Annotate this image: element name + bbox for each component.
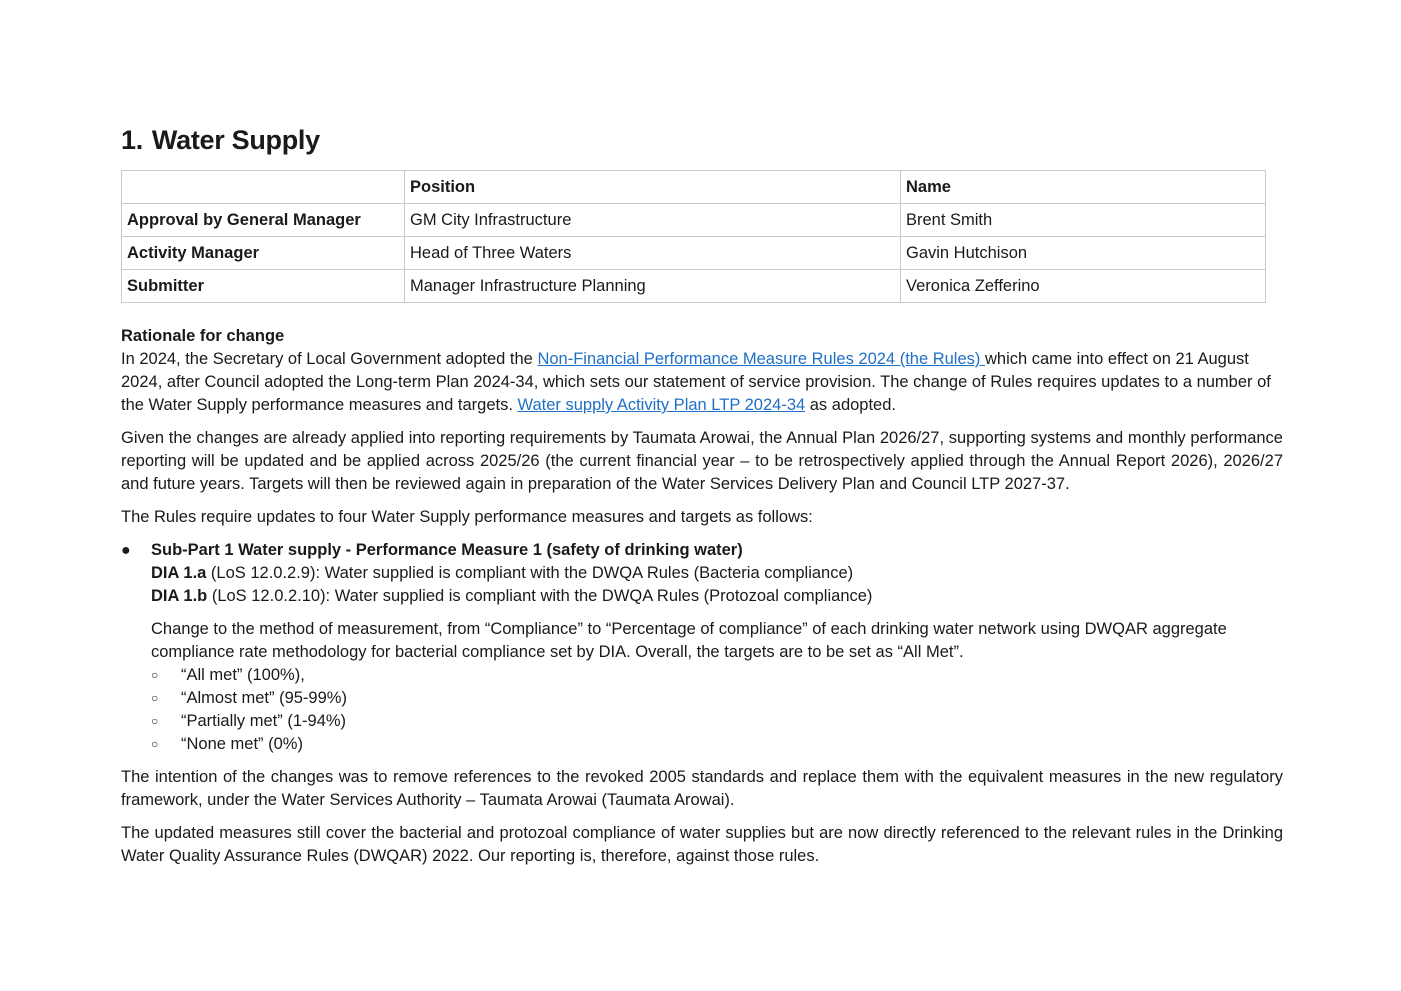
circle-bullet-icon: ○ [151, 668, 159, 682]
circle-bullet-icon: ○ [151, 691, 159, 705]
measure-description: (LoS 12.0.2.9): Water supplied is compliant with the DWQA Rules (Bacteria compliance) [206, 564, 854, 582]
position-cell: Head of Three Waters [405, 237, 901, 270]
table-header-row [122, 171, 1266, 204]
role-cell: Approval by General Manager [122, 204, 405, 237]
rationale-heading: Rationale for change [121, 327, 285, 345]
section-heading [121, 120, 1283, 160]
table-header-cell [122, 171, 405, 204]
measure-item [121, 539, 1283, 664]
section-title: Water Supply [151, 125, 320, 155]
position-cell: Manager Infrastructure Planning [405, 270, 901, 303]
table-row [122, 237, 1266, 270]
measure-code: DIA 1.a [151, 564, 207, 582]
measure-change-text: Change to the method of measurement, from “Compliance” to “Percentage of compliance” of each drinking water network using DWQAR aggregate compliance rate methodology for bacterial compliance set by DIA. Overall, the targets are to be set as “All Met”. [151, 620, 1227, 661]
rationale-paragraph-1 [121, 348, 1283, 417]
target-label: “None met” (0%) [181, 735, 303, 753]
measure-line-1a [151, 562, 1283, 585]
target-item [121, 733, 1283, 756]
document-page [121, 120, 1283, 878]
section-number: 1. [121, 125, 143, 155]
rationale-text-start: In 2024, the Secretary of Local Government adopted the [121, 350, 538, 368]
closing-paragraph-1: The intention of the changes was to remove references to the revoked 2005 standards and replace them with the equivalent measures in the new regulatory framework, under the Water Services Authority – Taumata Arowai (Taumata Arowai). [121, 768, 1283, 809]
name-cell: Gavin Hutchison [901, 237, 1266, 270]
targets-list [121, 664, 1283, 756]
target-item [121, 710, 1283, 733]
measures-list [121, 539, 1283, 664]
name-cell: Veronica Zefferino [901, 270, 1266, 303]
table-row [122, 270, 1266, 303]
target-item [121, 687, 1283, 710]
closing-paragraph-2: The updated measures still cover the bacterial and protozoal compliance of water supplies but are now directly referenced to the relevant rules in the Drinking Water Quality Assurance Rules (DWQAR) 2022. Our reporting is, therefore, against those rules. [121, 824, 1283, 865]
bullet-icon: ● [121, 542, 131, 559]
position-cell: GM City Infrastructure [405, 204, 901, 237]
name-cell: Brent Smith [901, 204, 1266, 237]
measure-line-1b [151, 585, 1283, 608]
roles-table [121, 170, 1266, 303]
target-label: “Almost met” (95-99%) [181, 689, 347, 707]
target-label: “All met” (100%), [181, 666, 305, 684]
rationale-text-middle: which came into effect on 21 August 2024, after Council adopted the Long-term Plan 2024-34, which sets our statement of service provision. The change of Rules requires updates to a number of the Water Supply performance measures and targets. [121, 350, 1271, 414]
table-row [122, 204, 1266, 237]
rationale-paragraph-3: The Rules require updates to four Water Supply performance measures and targets as follows: [121, 508, 813, 526]
measure-description: (LoS 12.0.2.10): Water supplied is compliant with the DWQA Rules (Protozoal compliance) [207, 587, 873, 605]
table-header-name: Name [901, 171, 1266, 204]
circle-bullet-icon: ○ [151, 714, 159, 728]
table-header-position: Position [405, 171, 901, 204]
measure-title: Sub-Part 1 Water supply - Performance Measure 1 (safety of drinking water) [151, 541, 743, 559]
rationale-paragraph-2: Given the changes are already applied into reporting requirements by Taumata Arowai, the Annual Plan 2026/27, supporting systems and monthly performance reporting will be updated and be applied across 2025/26 (the current financial year – to be retrospectively applied through the Annual Report 2026), 2026/27 and future years. Targets will then be reviewed again in preparation of the Water Services Delivery Plan and Council LTP 2027-37. [121, 429, 1283, 493]
rationale-text-end: as adopted. [805, 396, 896, 414]
target-label: “Partially met” (1-94%) [181, 712, 347, 730]
measure-code: DIA 1.b [151, 587, 208, 605]
role-cell: Submitter [122, 270, 405, 303]
circle-bullet-icon: ○ [151, 737, 159, 751]
target-item [121, 664, 1283, 687]
role-cell: Activity Manager [122, 237, 405, 270]
performance-rules-link[interactable]: Non-Financial Performance Measure Rules 2024 (the Rules) [537, 350, 985, 368]
activity-plan-link[interactable]: Water supply Activity Plan LTP 2024-34 [517, 396, 806, 414]
